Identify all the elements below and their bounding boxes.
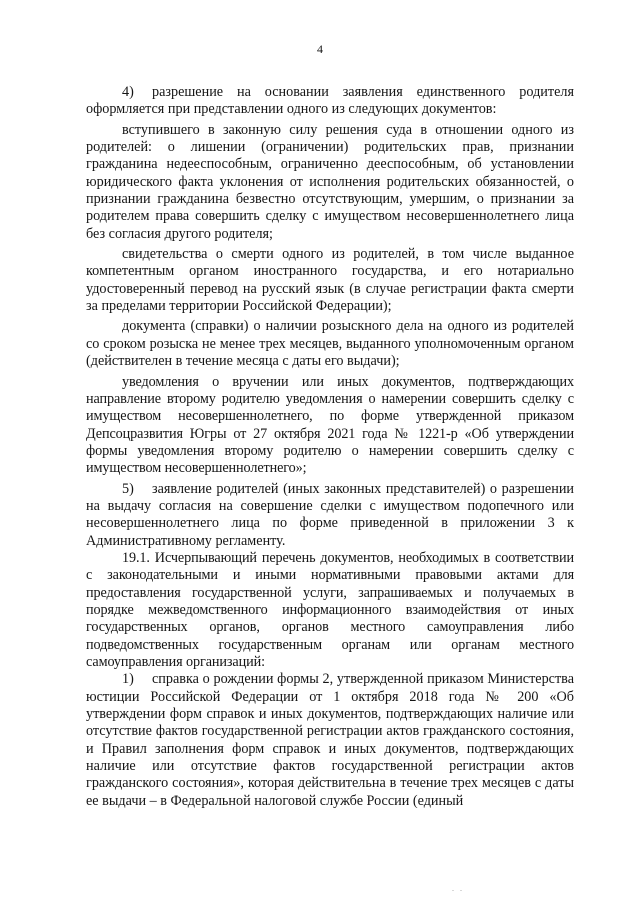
paragraph-notification [86, 374, 574, 478]
paragraph-text: заявление родителей (иных законных представителей) о разрешении на выдачу согласия на совершение сделки с имуществом подопечного или несовершеннолетнего лица по форме приведенной в приложении 3 к Административному регламенту. [86, 480, 574, 549]
paragraph-text: 19.1. Исчерпывающий перечень документов, необходимых в соответствии с законодательными и иными нормативными правовыми актами для предоставления государственной услуги, запрашиваемых и получаемых в порядке межведомственного информационного взаимодействия от иных государственных органов, органов местного самоуправления либо подведомственных государственным органам или органам местного самоуправления организаций: [86, 549, 574, 670]
paragraph-text: свидетельства о смерти одного из родителей, в том числе выданное компетентным органом иностранного государства, и его нотариально удостоверенный перевод на русский язык (в случае регистрации факта смерти за пределами территории Российской Федерации); [86, 246, 574, 315]
paragraph-text: справка о рождении формы 2, утвержденной приказом Министерства юстиции Российской Федерации от 1 октября 2018 года № 200 «Об утверждении форм справок и иных документов, подтверждающих наличие или отсутствие фактов государственной регистрации актов гражданского состояния, и Правил заполнения форм справок и иных документов, подтверждающих наличие или отсутствие фактов государственной регистрации актов гражданского состояния», которая действительна в течение трех месяцев с даты ее выдачи – в Федеральной налоговой службе России (единый [86, 671, 574, 809]
paragraph-number: 5) [122, 480, 134, 497]
page-number: 4 [317, 42, 323, 56]
paragraph-text: документа (справки) о наличии розыскного дела на одного из родителей со сроком розыска не менее трех месяцев, выданного уполномоченным органом (действителен в течение месяца с даты его выдачи); [86, 318, 574, 370]
paragraph-number: 4) [122, 84, 134, 100]
paragraph-number: 1) [122, 671, 134, 688]
paragraph-item-4 [86, 84, 574, 119]
paragraph-19-1 [86, 550, 574, 671]
paragraph-text: уведомления о вручении или иных документов, подтверждающих направление второму родителю уведомления о намерении совершить сделку с имуществом несовершеннолетнего, по форме утвержденной приказом Депсоцразвития Югры от 27 октября 2021 года № 1221-р «Об утверждении формы уведомления второму родителю о намерении совершить сделку с имуществом несовершеннолетнего»; [86, 373, 574, 477]
paragraph-item-5 [86, 481, 574, 550]
paragraph-text: разрешение на основании заявления единственного родителя оформляется при представлении одного из следующих документов: [86, 84, 574, 118]
paragraph-text: вступившего в законную силу решения суда в отношении одного из родителей: о лишении (ограничении) родительских прав, признании гражданина недееспособным, ограниченно дееспособным, об установлении юридического факта уклонения от исполнения родительских обязанностей, о признании гражданина безвестно отсутствующим, умершим, о признании за родителем права совершить сделку с имуществом несовершеннолетнего лица без согласия другого родителя; [86, 121, 574, 242]
scan-mark: . . [452, 884, 464, 893]
paragraph-search-case [86, 318, 574, 370]
paragraph-item-1 [86, 671, 574, 810]
document-body [86, 84, 574, 810]
paragraph-court-decision [86, 122, 574, 243]
paragraph-death-certificate [86, 246, 574, 315]
